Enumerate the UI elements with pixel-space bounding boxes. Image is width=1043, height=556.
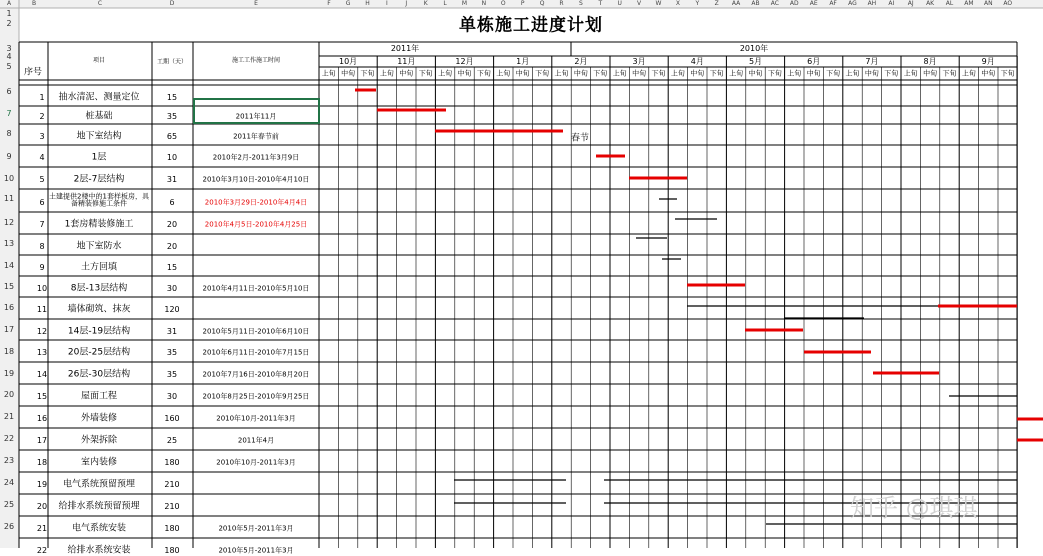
row-number: 16 <box>3 303 15 312</box>
task-name: 14层-19层结构 <box>67 326 131 336</box>
header-period: 中旬 <box>806 69 821 78</box>
task-seq: 8 <box>39 241 45 251</box>
column-letter: L <box>443 0 447 7</box>
header-period: 下旬 <box>826 69 841 78</box>
column-letter: O <box>500 0 506 7</box>
task-duration: 10 <box>166 153 178 162</box>
header-month: 12月 <box>455 57 474 66</box>
task-seq: 14 <box>36 370 48 379</box>
header-period: 上旬 <box>496 69 511 78</box>
task-duration: 210 <box>164 480 180 489</box>
header-period: 下旬 <box>884 69 899 78</box>
column-letter: AB <box>751 0 760 7</box>
task-seq: 3 <box>39 131 45 141</box>
header-time: 施工工作施工时间 <box>231 57 281 64</box>
row-number: 5 <box>6 62 12 71</box>
task-name: 给排水系统预留预埋 <box>58 501 140 512</box>
header-period: 上旬 <box>554 69 569 78</box>
row-number: 9 <box>6 152 12 161</box>
task-duration: 35 <box>166 370 178 379</box>
header-period: 上旬 <box>612 69 627 78</box>
column-letter: AJ <box>907 0 914 7</box>
task-duration: 15 <box>166 262 178 272</box>
task-duration: 30 <box>166 283 178 293</box>
task-name: 8层-13层结构 <box>70 283 128 293</box>
column-letter: AO <box>1003 0 1013 7</box>
header-period: 下旬 <box>535 69 550 78</box>
task-duration: 180 <box>164 524 180 533</box>
header-period: 中旬 <box>864 69 879 78</box>
column-letter: AL <box>945 0 954 7</box>
row-number: 13 <box>3 239 15 248</box>
column-letter: C <box>97 0 103 7</box>
header-period: 上旬 <box>379 69 394 78</box>
task-name: 室内装修 <box>80 457 118 468</box>
header-month: 3月 <box>632 57 646 66</box>
column-letter: AG <box>848 0 857 7</box>
task-name: 桩基础 <box>85 111 113 122</box>
header-month: 10月 <box>339 57 358 66</box>
row-number: 7 <box>6 109 12 118</box>
watermark: 知乎 @琪琪 <box>850 494 978 522</box>
row-number: 12 <box>3 218 15 227</box>
column-letter: AC <box>770 0 779 7</box>
task-duration: 31 <box>166 175 178 184</box>
column-letter: AK <box>926 0 935 7</box>
row-number: 22 <box>3 434 15 443</box>
task-name: 地下室防水 <box>76 241 122 251</box>
task-duration: 35 <box>166 348 178 357</box>
column-letter: AF <box>829 0 837 7</box>
header-period: 下旬 <box>651 69 666 78</box>
column-letter: I <box>386 0 388 7</box>
header-period: 上旬 <box>438 69 453 78</box>
header-period: 下旬 <box>767 69 782 78</box>
task-duration: 15 <box>166 92 178 102</box>
header-period: 下旬 <box>942 69 957 78</box>
row-number: 21 <box>3 412 15 421</box>
header-period: 上旬 <box>321 69 336 78</box>
header-period: 上旬 <box>787 69 802 78</box>
task-duration: 20 <box>166 241 178 251</box>
header-period: 上旬 <box>903 69 918 78</box>
header-month: 8月 <box>923 57 937 66</box>
task-name: 地下室结构 <box>76 131 122 141</box>
column-letter: AM <box>964 0 974 7</box>
task-time: 2010年2月-2011年3月9日 <box>212 153 300 162</box>
task-time: 2010年3月29日-2010年4月4日 <box>204 198 308 206</box>
row-number: 8 <box>6 129 12 138</box>
task-time: 2010年10月-2011年3月 <box>216 414 296 423</box>
task-name: 2层-7层结构 <box>73 174 125 185</box>
header-period: 中旬 <box>573 69 588 78</box>
task-time: 2010年7月16日-2010年8月20日 <box>202 370 310 379</box>
header-period: 下旬 <box>709 69 724 78</box>
task-duration: 35 <box>166 112 178 121</box>
header-period: 中旬 <box>981 69 996 78</box>
row-number: 24 <box>3 478 15 487</box>
task-name: 1层 <box>91 152 107 163</box>
column-letter: AE <box>809 0 818 7</box>
column-letter: Q <box>539 0 545 7</box>
task-name: 电气系统安装 <box>71 523 127 534</box>
row-number: 23 <box>3 456 15 465</box>
column-letter: K <box>423 0 428 7</box>
task-duration: 180 <box>164 458 180 467</box>
column-letter: J <box>405 0 408 7</box>
sheet-title: 单栋施工进度计划 <box>459 15 603 36</box>
task-time: 2010年4月5日-2010年4月25日 <box>204 220 308 229</box>
column-letter: S <box>578 0 583 7</box>
task-seq: 12 <box>36 326 48 336</box>
column-letter: AA <box>731 0 741 7</box>
header-year: 2010年 <box>739 44 769 53</box>
task-name: 墙体砌筑、抹灰 <box>67 304 131 315</box>
task-name: 20层-25层结构 <box>67 347 131 358</box>
task-time: 2010年5月-2011年3月 <box>218 546 294 555</box>
column-letter: G <box>345 0 351 7</box>
header-period: 下旬 <box>593 69 608 78</box>
task-duration: 160 <box>164 414 180 423</box>
task-seq: 9 <box>39 262 45 272</box>
column-letter: R <box>559 0 564 7</box>
header-month: 11月 <box>397 57 416 66</box>
column-letter: D <box>169 0 175 7</box>
column-letter: P <box>520 0 525 7</box>
row-number: 11 <box>3 194 15 203</box>
task-time: 2010年10月-2011年3月 <box>216 458 296 467</box>
header-period: 中旬 <box>923 69 938 78</box>
task-seq: 4 <box>39 153 45 162</box>
header-period: 中旬 <box>632 69 647 78</box>
task-seq: 10 <box>36 283 48 293</box>
column-letter: V <box>637 0 642 7</box>
column-letter: N <box>481 0 487 7</box>
row-number: 3 <box>6 44 12 53</box>
header-period: 中旬 <box>515 69 530 78</box>
task-time: 2011年4月 <box>237 436 275 445</box>
task-time: 2010年8月25日-2010年9月25日 <box>202 392 310 401</box>
row-number: 19 <box>3 369 15 378</box>
column-letter: AH <box>867 0 877 7</box>
header-month: 1月 <box>516 57 530 66</box>
task-time: 2010年4月11日-2010年5月10日 <box>202 284 310 292</box>
task-duration: 210 <box>164 502 180 511</box>
task-duration: 6 <box>169 197 175 207</box>
header-period: 上旬 <box>670 69 685 78</box>
task-seq: 13 <box>36 348 48 357</box>
task-time: 2010年5月11日-2010年6月10日 <box>202 327 310 335</box>
header-period: 中旬 <box>748 69 763 78</box>
header-period: 中旬 <box>690 69 705 78</box>
header-year: 2011年 <box>390 44 420 53</box>
header-month: 2月 <box>574 57 588 66</box>
task-duration: 20 <box>166 220 178 229</box>
task-time: 2011年11月 <box>235 112 277 121</box>
row-number: 14 <box>3 261 15 270</box>
task-duration: 65 <box>166 131 178 141</box>
header-period: 中旬 <box>341 69 356 78</box>
task-seq: 20 <box>36 502 48 511</box>
header-period: 中旬 <box>399 69 414 78</box>
row-number: 17 <box>3 325 15 334</box>
task-seq: 22 <box>36 546 48 555</box>
task-name: 屋面工程 <box>80 391 118 402</box>
row-number: 15 <box>3 282 15 291</box>
column-letter: AN <box>984 0 993 7</box>
task-duration: 30 <box>166 392 178 401</box>
task-time: 2010年6月11日-2010年7月15日 <box>202 348 310 357</box>
column-letter: E <box>254 0 258 7</box>
header-month: 4月 <box>690 57 704 66</box>
row-number: 25 <box>3 500 15 509</box>
column-letter: Z <box>714 0 719 7</box>
column-letter: AD <box>789 0 799 7</box>
header-period: 下旬 <box>418 69 433 78</box>
task-time: 2011年春节前 <box>233 132 279 140</box>
column-letter: M <box>461 0 468 7</box>
column-letter: X <box>675 0 680 7</box>
column-letter: U <box>617 0 622 7</box>
column-letter: T <box>598 0 603 7</box>
header-period: 上旬 <box>845 69 860 78</box>
task-name: 土方回填 <box>80 262 118 272</box>
task-seq: 19 <box>36 480 48 489</box>
header-month: 6月 <box>807 57 821 66</box>
header-period: 下旬 <box>476 69 491 78</box>
row-number: 26 <box>3 522 15 531</box>
header-duration: 工期（天） <box>157 58 188 66</box>
row-number: 2 <box>6 19 12 28</box>
column-letter: W <box>655 0 662 7</box>
annotation-text: 春节 <box>570 133 590 144</box>
task-name: 电气系统预留预埋 <box>62 479 136 490</box>
task-seq: 11 <box>36 305 48 314</box>
task-seq: 16 <box>36 414 48 423</box>
row-number: 18 <box>3 347 15 356</box>
column-letter: Y <box>695 0 700 7</box>
task-name: 抽水清泥、测量定位 <box>58 92 140 102</box>
row-number: 10 <box>3 174 15 183</box>
header-month: 5月 <box>748 57 763 66</box>
task-name: 外墙装修 <box>80 413 118 424</box>
header-month: 7月 <box>865 57 879 66</box>
task-seq: 17 <box>36 436 48 445</box>
row-number: 1 <box>6 9 12 18</box>
task-duration: 25 <box>166 436 178 445</box>
task-name: 给排水系统安装 <box>67 545 131 556</box>
row-number: 4 <box>6 52 12 61</box>
task-seq: 1 <box>39 92 45 102</box>
task-seq: 5 <box>39 175 45 184</box>
task-duration: 120 <box>164 305 180 314</box>
task-name: 1套房精装修施工 <box>64 219 134 230</box>
header-item: 项目 <box>92 57 106 64</box>
column-letter: H <box>365 0 370 7</box>
task-duration: 31 <box>166 326 178 336</box>
task-seq: 21 <box>36 524 48 533</box>
column-letter: A <box>6 0 12 7</box>
task-name: 外架拆除 <box>80 435 118 446</box>
header-period: 上旬 <box>729 69 744 78</box>
column-letter: B <box>31 0 37 7</box>
column-letter: AI <box>888 0 895 7</box>
header-month: 9月 <box>981 57 995 66</box>
task-seq: 15 <box>36 392 48 401</box>
task-duration: 180 <box>164 546 180 555</box>
task-name: 26层-30层结构 <box>67 369 131 380</box>
task-seq: 6 <box>39 197 45 207</box>
task-seq: 7 <box>39 220 45 229</box>
task-name: 土建提供2楼中的1套样板房，具备精装修施工条件 <box>49 192 149 208</box>
column-letter: F <box>327 0 331 7</box>
row-number: 6 <box>6 87 12 96</box>
task-seq: 18 <box>36 458 48 467</box>
header-seq: 序号 <box>23 67 43 78</box>
row-number: 20 <box>3 390 15 399</box>
header-period: 下旬 <box>360 69 375 78</box>
task-seq: 2 <box>39 112 45 121</box>
task-time: 2010年3月10日-2010年4月10日 <box>202 175 310 184</box>
row-header-bar <box>0 0 19 548</box>
header-period: 下旬 <box>1000 69 1015 78</box>
header-period: 上旬 <box>961 69 976 78</box>
task-time: 2010年5月-2011年3月 <box>218 524 294 533</box>
header-period: 中旬 <box>457 69 472 78</box>
